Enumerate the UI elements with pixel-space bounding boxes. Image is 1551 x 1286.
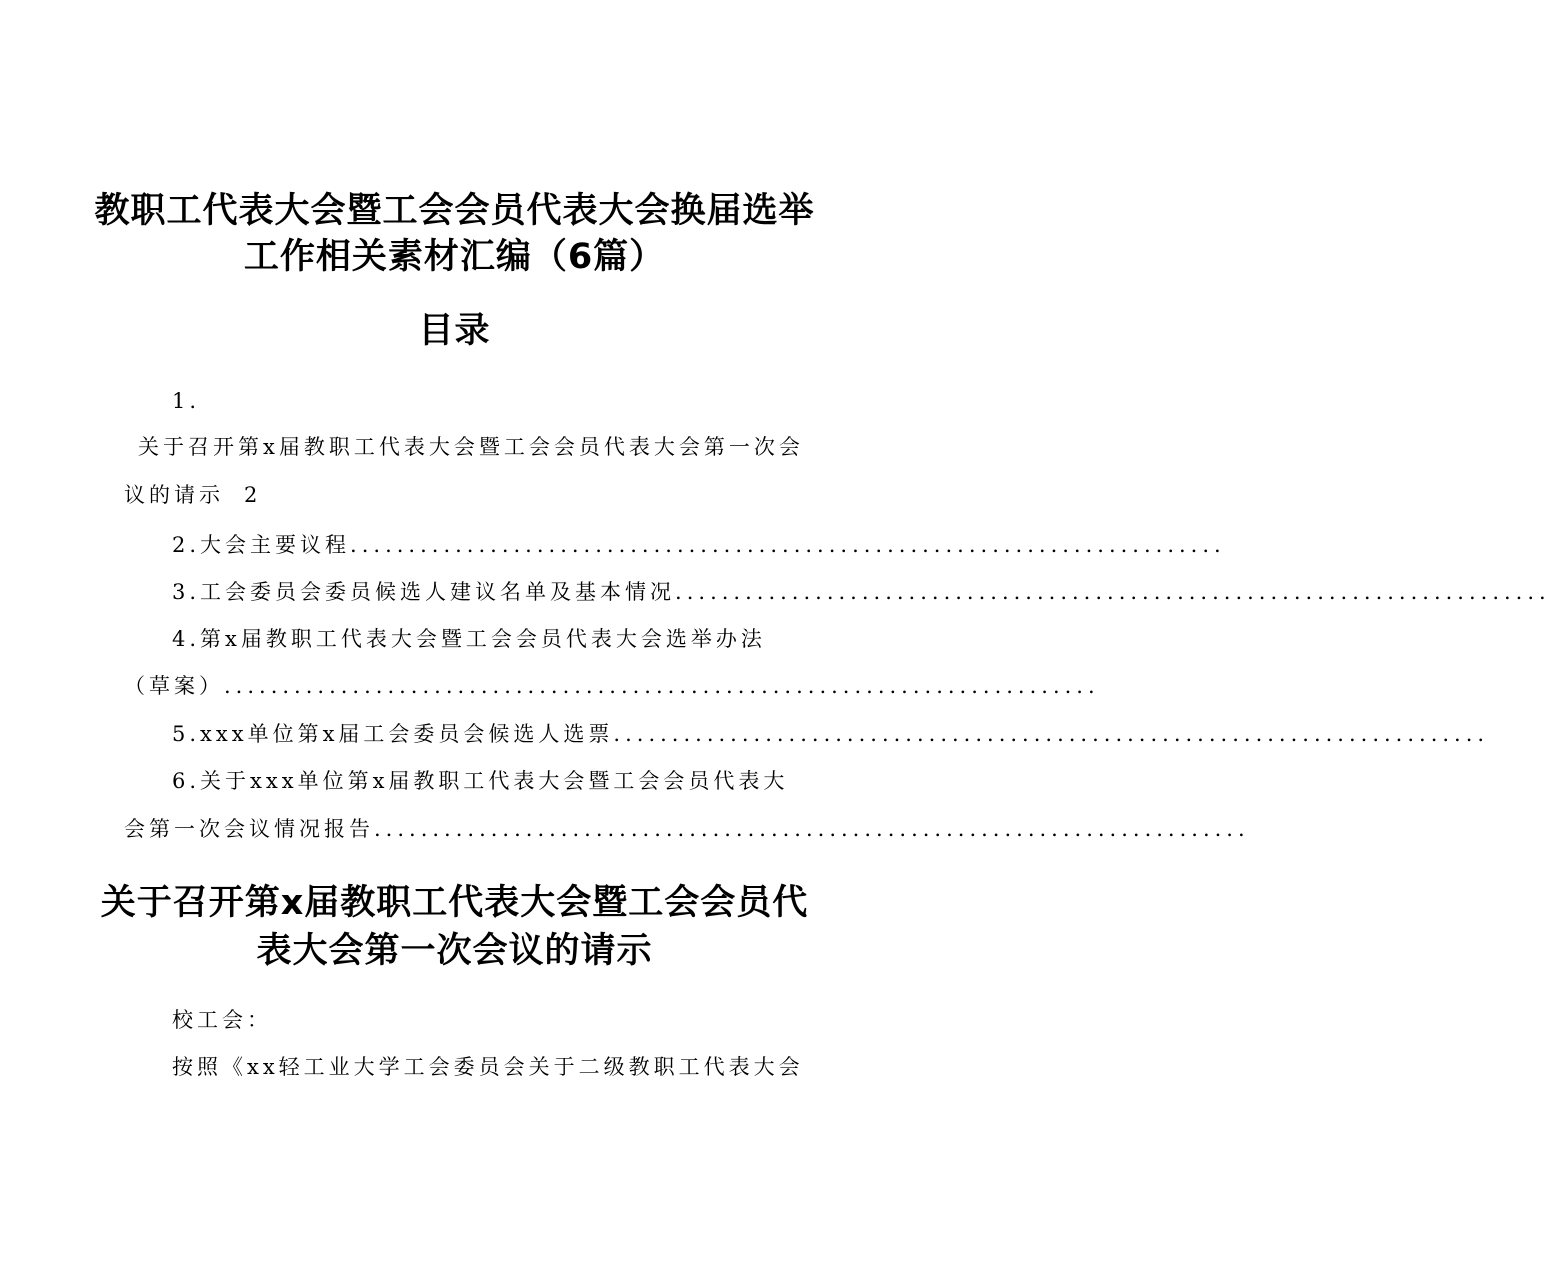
toc-item-1-text: 议的请示 (124, 483, 224, 507)
toc-leader: ........................................................................... (675, 580, 1551, 604)
toc-item-3 (172, 577, 1551, 607)
section-title-line-2: 表大会第一次会议的请示 (256, 931, 653, 971)
toc-item-1-number: 1. (172, 389, 201, 413)
toc-item-6-line-1: 6.关于xxx单位第x届教职工代表大会暨工会会员代表大 (172, 769, 789, 793)
toc-item-3-text: 3.工会委员会委员候选人建议名单及基本情况 (172, 580, 676, 604)
toc-leader: ........................................................................... (350, 533, 1226, 557)
toc-item-4-line-1: 4.第x届教职工代表大会暨工会会员代表大会选举办法 (172, 627, 766, 651)
document-title-line-1: 教职工代表大会暨工会会员代表大会换届选举 (94, 191, 815, 231)
toc-leader: ........................................................................... (613, 722, 1490, 746)
toc-item-5 (172, 719, 1490, 749)
toc-item-1-page: 2 (244, 483, 258, 507)
document-title-line-2: 工作相关素材汇编（6篇） (243, 237, 666, 277)
toc-item-1-line-2 (124, 480, 257, 510)
toc-item-2 (172, 530, 1226, 560)
toc-leader: ........................................................................... (224, 674, 1100, 698)
salutation: 校工会： (172, 1008, 272, 1032)
toc-heading: 目录 (418, 311, 491, 351)
toc-item-2-text: 2.大会主要议程 (172, 533, 351, 557)
body-paragraph-line-1: 按照《xx轻工业大学工会委员会关于二级教职工代表大会 (172, 1055, 804, 1079)
toc-item-4-text: （草案） (124, 674, 224, 698)
toc-item-5-text: 5.xxx单位第x届工会委员会候选人选票 (172, 722, 614, 746)
section-title-line-1: 关于召开第x届教职工代表大会暨工会会员代 (100, 883, 809, 923)
toc-item-6-text: 会第一次会议情况报告 (124, 817, 374, 841)
toc-leader: ........................................................................... (374, 817, 1250, 841)
toc-item-4-line-2 (124, 671, 1100, 701)
toc-item-6-line-2 (124, 814, 1250, 844)
toc-item-1-line-1: 关于召开第x届教职工代表大会暨工会会员代表大会第一次会 (138, 435, 804, 459)
